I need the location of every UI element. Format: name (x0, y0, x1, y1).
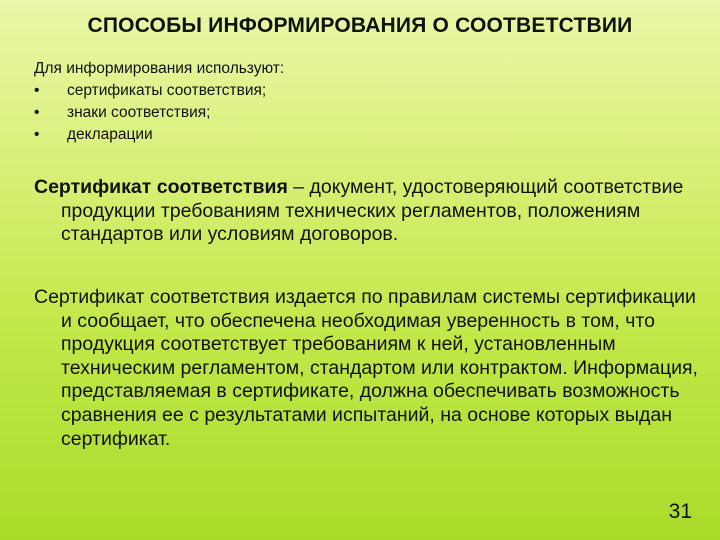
intro-text: Для информирования используют: (34, 60, 285, 77)
bullet-icon: • (34, 126, 40, 143)
list-item (34, 124, 284, 146)
definition-term: Сертификат соответствия (34, 176, 288, 198)
bullet-icon: • (34, 82, 40, 99)
bullet-icon: • (34, 104, 40, 121)
list-item (34, 102, 284, 124)
definition-paragraph (34, 176, 704, 247)
list-item-text: знаки соответствия; (67, 104, 211, 121)
list-item (34, 80, 284, 102)
list-item-text: сертификаты соответствия; (67, 82, 267, 99)
paragraph-text: Сертификат соответствия издается по правилам системы сертификации и сообщает, что обеспечена необходимая уверенность в том, что продукция соответствует требованиям к ней, установленным техническим регламентом, стандартом или контрактом. Информация, представляемая в сертификате, должна обеспечивать возможность сравнения ее с результатами испытаний, на основе которых выдан сертификат. (34, 286, 698, 450)
intro-block (34, 58, 284, 146)
list-item-text: декларации (67, 126, 153, 143)
description-paragraph (34, 286, 704, 451)
definition-text: – документ, удостоверяющий соответствие продукции требованиям технических регламентов, положениям стандартов или условиям договоров. (61, 176, 684, 246)
bullet-list (34, 80, 284, 146)
page-number: 31 (668, 500, 692, 523)
slide-title: СПОСОБЫ ИНФОРМИРОВАНИЯ О СООТВЕТСТВИИ (87, 14, 633, 37)
